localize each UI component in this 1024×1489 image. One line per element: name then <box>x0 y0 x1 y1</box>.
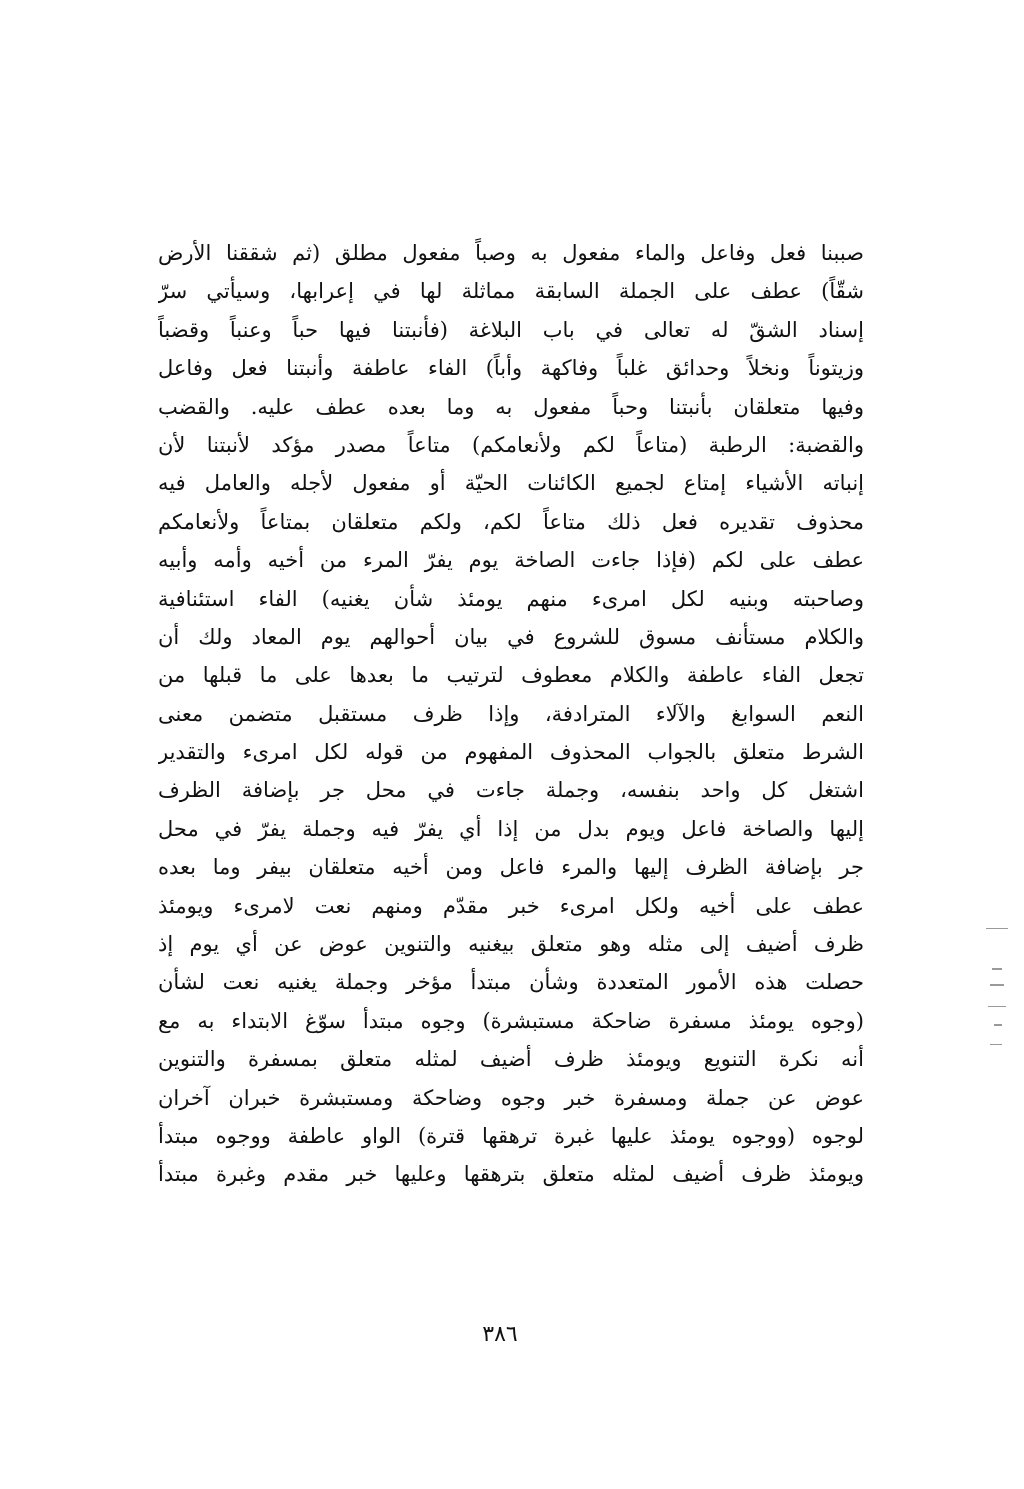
text-line: محذوف تقديره فعل ذلك متاعاً لكم، ولكم متعلقان بمتاعاً ولأنعامكم <box>158 509 864 534</box>
text-line: تجعل الفاء عاطفة والكلام معطوف لترتيب ما بعدها على ما قبلها من <box>158 663 864 688</box>
text-line: وزيتوناً ونخلاً وحدائق غلباً وفاكهة وأباً) الفاء عاطفة وأنبتنا فعل وفاعل <box>158 356 864 381</box>
body-text <box>158 234 864 1194</box>
text-line: عطف على لكم (فإذا جاءت الصاخة يوم يفرّ المرء من أخيه وأمه وأبيه <box>158 548 864 573</box>
text-line: جر بإضافة الظرف إليها والمرء فاعل ومن أخيه متعلقان بيفر وما بعده <box>158 855 864 880</box>
text-line: ويومئذ ظرف أضيف لمثله متعلق بترهقها وعليها خبر مقدم وغبرة مبتدأ <box>158 1162 864 1187</box>
text-line: الشرط متعلق بالجواب المحذوف المفهوم من قوله لكل امرىء والتقدير <box>158 740 864 765</box>
text-line: إنباته الأشياء إمتاع لجميع الكائنات الحيّة أو مفعول لأجله والعامل فيه <box>158 471 864 496</box>
margin-scan-marks <box>984 920 1014 1060</box>
text-line: عوض عن جملة ومسفرة خبر وجوه وضاحكة ومستبشرة خبران آخران <box>158 1085 864 1110</box>
text-line: والكلام مستأنف مسوق للشروع في بيان أحوالهم يوم المعاد ولك أن <box>158 624 864 649</box>
text-line: عطف على أخيه ولكل امرىء خبر مقدّم ومنهم نعت لامرىء ويومئذ <box>158 893 864 918</box>
page-number: ٣٨٦ <box>482 1322 518 1347</box>
text-line: لوجوه (ووجوه يومئذ عليها غبرة ترهقها قترة) الواو عاطفة ووجوه مبتدأ <box>158 1123 864 1148</box>
text-line: حصلت هذه الأمور المتعددة وشأن مبتدأ مؤخر وجملة يغنيه نعت لشأن <box>158 970 864 995</box>
text-line: وفيها متعلقان بأنبتنا وحباً مفعول به وما بعده عطف عليه. والقضب <box>158 394 864 419</box>
text-line: شقّاً) عطف على الجملة السابقة مماثلة لها في إعرابها، وسيأتي سرّ <box>158 279 864 304</box>
text-line: (وجوه يومئذ مسفرة ضاحكة مستبشرة) وجوه مبتدأ سوّغ الابتداء به مع <box>158 1008 864 1033</box>
text-line: إليها والصاخة فاعل ويوم بدل من إذا أي يفرّ فيه وجملة يفرّ في محل <box>158 816 864 841</box>
text-line: النعم السوابغ والآلاء المترادفة، وإذا ظرف مستقبل متضمن معنى <box>158 701 864 726</box>
text-line: صببنا فعل وفاعل والماء مفعول به وصباً مفعول مطلق (ثم شققنا الأرض <box>158 241 864 265</box>
text-line: إسناد الشقّ له تعالى في باب البلاغة (فأنبتنا فيها حباً وعنباً وقضباً <box>158 317 864 342</box>
text-line: اشتغل كل واحد بنفسه، وجملة جاءت في محل جر بإضافة الظرف <box>158 778 864 803</box>
text-line: ظرف أضيف إلى مثله وهو متعلق بيغنيه والتنوين عوض عن أي يوم إذ <box>158 932 864 957</box>
text-line: أنه نكرة التنويع ويومئذ ظرف أضيف لمثله متعلق بمسفرة والتنوين <box>158 1047 864 1072</box>
text-line: والقضبة: الرطبة (متاعاً لكم ولأنعامكم) متاعاً مصدر مؤكد لأنبتنا لأن <box>158 432 864 457</box>
text-line: وصاحبته وبنيه لكل امرىء منهم يومئذ شأن يغنيه) الفاء استئنافية <box>158 586 864 611</box>
